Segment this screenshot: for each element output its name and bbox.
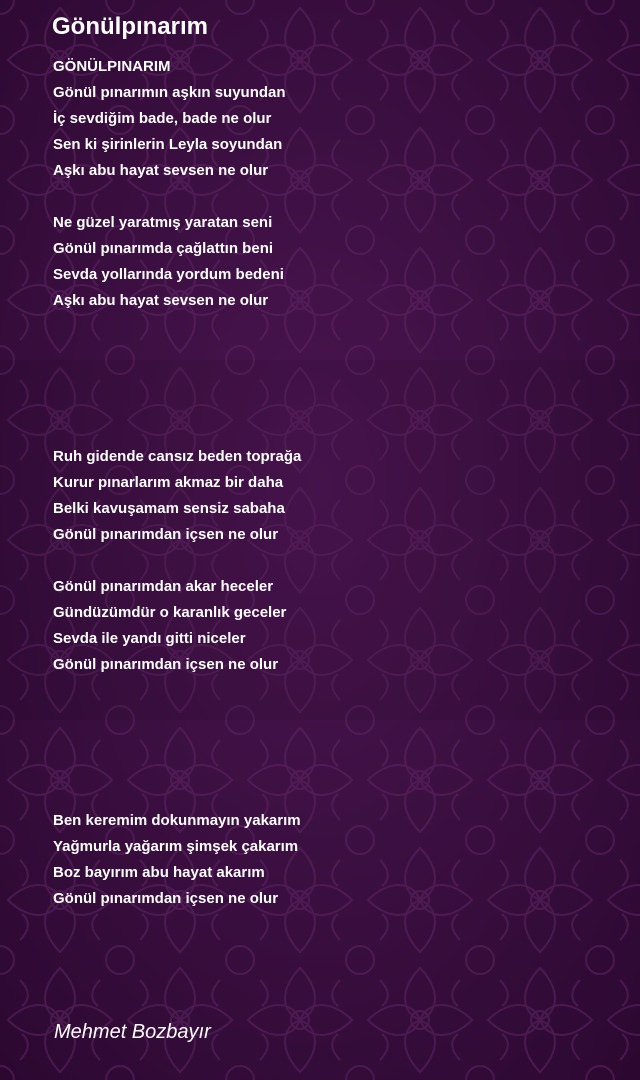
stanza-gap [53, 418, 613, 444]
stanza-gap [53, 314, 613, 340]
poem-line: Aşkı abu hayat sevsen ne olur [53, 162, 269, 179]
poem-line: Ne güzel yaratmış yaratan seni [53, 214, 273, 231]
poem-line: Gönül pınarımdan akar heceler [53, 578, 274, 595]
stanza-gap [53, 548, 613, 574]
stanza-gap [53, 366, 613, 392]
stanza-gap [53, 756, 613, 782]
stanza-gap [53, 392, 613, 418]
poem-line: Gündüzümdür o karanlık geceler [53, 604, 287, 621]
poem-line: Gönül pınarımdan içsen ne olur [53, 890, 279, 907]
poem-line: İç sevdiğim bade, bade ne olur [53, 110, 272, 127]
stanza-gap [53, 730, 613, 756]
stanza-gap [53, 678, 613, 704]
poem-line: Sen ki şirinlerin Leyla soyundan [53, 136, 283, 153]
poem-line: Aşkı abu hayat sevsen ne olur [53, 292, 269, 309]
poem-line: Belki kavuşamam sensiz sabaha [53, 500, 285, 517]
poem-line: Gönül pınarımdan içsen ne olur [53, 656, 279, 673]
poem-title: Gönülpınarım [52, 13, 208, 40]
poem-line: Gönül pınarımdan içsen ne olur [53, 526, 279, 543]
poem-line: Boz bayırım abu hayat akarım [53, 864, 265, 881]
poem-line: GÖNÜLPINARIM [53, 58, 171, 75]
stanza-gap [53, 184, 613, 210]
poem-line: Sevda ile yandı gitti niceler [53, 630, 246, 647]
stanza-gap [53, 340, 613, 366]
poem-line: Yağmurla yağarım şimşek çakarım [53, 838, 299, 855]
poem-line: Ben keremim dokunmayın yakarım [53, 812, 301, 829]
poem-line: Ruh gidende cansız beden toprağa [53, 448, 302, 465]
stanza-gap [53, 782, 613, 808]
poem-body [53, 54, 613, 912]
poem-line: Kurur pınarlarım akmaz bir daha [53, 474, 284, 491]
stanza-gap [53, 704, 613, 730]
poem-line: Sevda yollarında yordum bedeni [53, 266, 284, 283]
poem-line: Gönül pınarımda çağlattın beni [53, 240, 274, 257]
poem-line: Gönül pınarımın aşkın suyundan [53, 84, 286, 101]
poem-author: Mehmet Bozbayır [54, 1021, 211, 1043]
